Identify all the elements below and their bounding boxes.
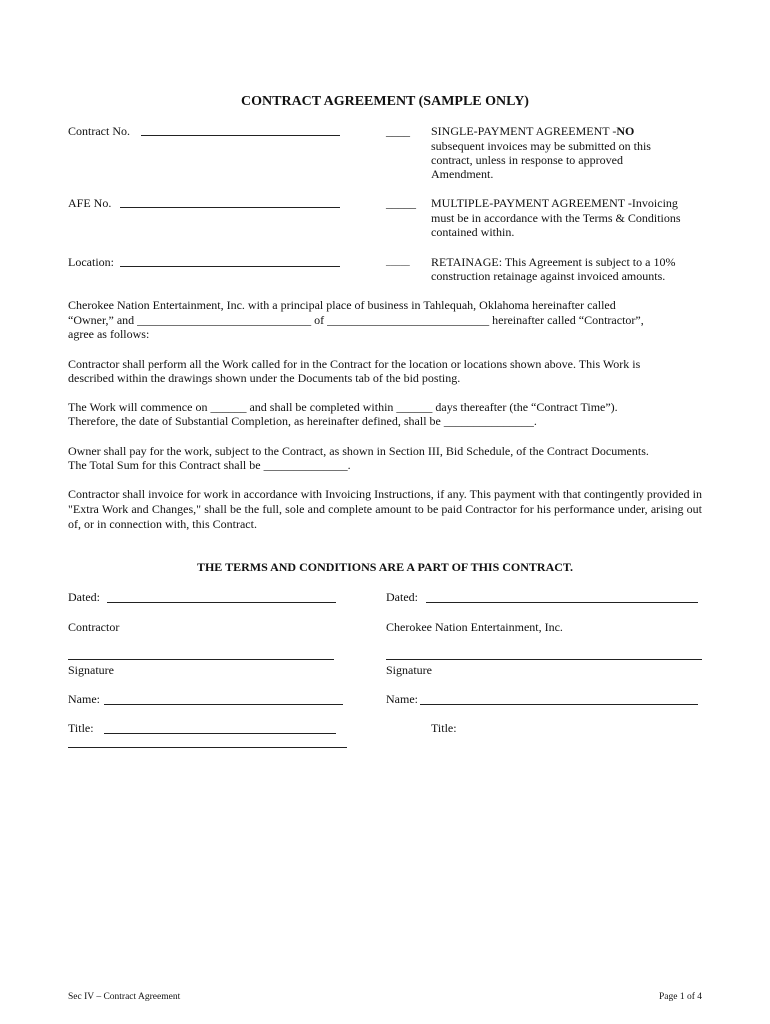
contract-no-field[interactable] [141,135,340,136]
afe-no-label: AFE No. [68,196,112,210]
contractor-extra-line[interactable] [68,747,347,748]
owner-signature-field[interactable] [386,659,702,660]
contractor-signature-field[interactable] [68,659,334,660]
retainage-line-2: construction retainage against invoiced amounts. [431,269,666,283]
document-title: CONTRACT AGREEMENT (SAMPLE ONLY) [241,94,529,109]
owner-dated-label: Dated: [386,590,418,604]
time-paragraph-line-2: Therefore, the date of Substantial Completion, as hereinafter defined, shall be _______________. [68,414,537,428]
owner-signature-label: Signature [386,663,432,677]
single-payment-line-4: Amendment. [431,167,494,181]
contractor-dated-label: Dated: [68,590,100,604]
invoice-paragraph: Contractor shall invoice for work in accordance with Invoicing Instructions, if any. This payment with that contingently provided in "Extra Work and Changes," shall be the full, sole and complete amount to be paid Contractor for his performance under, arising out of, or in connection with, this Contract. [68,487,702,531]
contractor-name-field[interactable] [104,704,343,705]
contractor-name-label: Name: [68,692,100,706]
contractor-title-label: Title: [68,721,94,735]
contractor-dated-field[interactable] [107,602,336,603]
single-payment-line-1: SINGLE-PAYMENT AGREEMENT -NO [431,124,635,138]
contractor-title-field[interactable] [104,733,336,734]
time-paragraph-line-1: The Work will commence on ______ and shall be completed within ______ days thereafter (the “Contract Time”). [68,400,618,414]
location-label: Location: [68,255,114,269]
location-field[interactable] [120,266,340,267]
contract-no-label: Contract No. [68,124,130,138]
work-paragraph-line-1: Contractor shall perform all the Work called for in the Contract for the location or locations shown above. This Work is [68,357,641,371]
parties-paragraph-line-1: Cherokee Nation Entertainment, Inc. with a principal place of business in Tahlequah, Oklahoma hereinafter called [68,298,616,312]
owner-name-label: Name: [386,692,418,706]
multiple-payment-line-1: MULTIPLE-PAYMENT AGREEMENT -Invoicing [431,196,678,210]
contractor-signature-label: Signature [68,663,114,677]
retainage-line-1: RETAINAGE: This Agreement is subject to a 10% [431,255,676,269]
owner-name-field[interactable] [420,704,698,705]
payment-paragraph-line-2: The Total Sum for this Contract shall be ______________. [68,458,351,472]
afe-no-field[interactable] [120,207,340,208]
multiple-payment-line-2: must be in accordance with the Terms & Conditions [431,211,681,225]
single-payment-blank[interactable]: ____ [386,124,410,138]
owner-dated-field[interactable] [426,602,698,603]
single-payment-line-3: contract, unless in response to approved [431,153,623,167]
single-payment-line-2: subsequent invoices may be submitted on this [431,139,651,153]
retainage-blank[interactable]: _____ [386,258,410,268]
work-paragraph-line-2: described within the drawings shown under the Documents tab of the bid posting. [68,371,461,385]
contractor-party-label: Contractor [68,620,120,634]
footer-page-number: Page 1 of 4 [658,992,702,1002]
multiple-payment-blank[interactable]: _____ [386,196,416,210]
terms-heading: THE TERMS AND CONDITIONS ARE A PART OF THIS CONTRACT. [196,560,574,574]
parties-paragraph-line-3: agree as follows: [68,327,150,341]
owner-title-label: Title: [431,721,457,735]
payment-paragraph-line-1: Owner shall pay for the work, subject to the Contract, as shown in Section III, Bid Schedule, of the Contract Documents. [68,444,649,458]
multiple-payment-line-3: contained within. [431,225,515,239]
footer-section-label: Sec IV – Contract Agreement [68,992,181,1002]
owner-party-label: Cherokee Nation Entertainment, Inc. [386,620,563,634]
parties-paragraph-line-2: “Owner,” and _____________________________ of ___________________________ hereinafter called “Contractor”, [68,313,644,327]
